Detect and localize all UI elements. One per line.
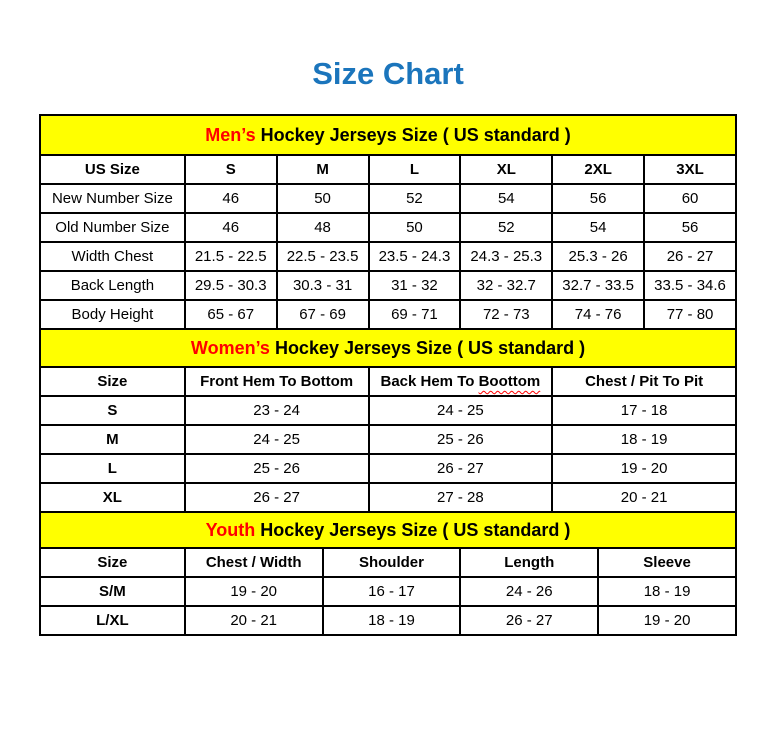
- mens-header-cell: US Size: [40, 155, 185, 184]
- mens-data-cell: 23.5 - 24.3: [369, 242, 461, 271]
- womens-data-cell: 17 - 18: [552, 396, 736, 425]
- mens-data-cell: 31 - 32: [369, 271, 461, 300]
- mens-data-cell: 32.7 - 33.5: [552, 271, 644, 300]
- mens-row-label: Back Length: [40, 271, 185, 300]
- womens-data-cell: 19 - 20: [552, 454, 736, 483]
- mens-header-cell: S: [185, 155, 277, 184]
- womens-data-cell: 20 - 21: [552, 483, 736, 512]
- mens-data-cell: 56: [552, 184, 644, 213]
- mens-section-title: [40, 115, 736, 155]
- youth-table-row: [40, 606, 736, 635]
- youth-row-label: L/XL: [40, 606, 185, 635]
- youth-data-cell: 24 - 26: [460, 577, 598, 606]
- womens-data-cell: 24 - 25: [185, 425, 369, 454]
- mens-data-cell: 48: [277, 213, 369, 242]
- youth-data-cell: 26 - 27: [460, 606, 598, 635]
- mens-section-highlight: Men’s: [205, 124, 256, 145]
- womens-data-cell: 26 - 27: [185, 483, 369, 512]
- youth-header-cell: Size: [40, 548, 185, 577]
- womens-row-label: L: [40, 454, 185, 483]
- mens-section-rest: Hockey Jerseys Size ( US standard ): [255, 124, 571, 145]
- womens-data-cell: 23 - 24: [185, 396, 369, 425]
- mens-data-cell: 26 - 27: [644, 242, 736, 271]
- mens-data-cell: 30.3 - 31: [277, 271, 369, 300]
- mens-band-row: [40, 115, 736, 155]
- size-chart-page: [0, 56, 776, 748]
- mens-data-cell: 33.5 - 34.6: [644, 271, 736, 300]
- womens-header-cell: Front Hem To Bottom: [185, 367, 369, 396]
- mens-data-cell: 56: [644, 213, 736, 242]
- womens-band-row: [40, 329, 736, 367]
- mens-data-cell: 21.5 - 22.5: [185, 242, 277, 271]
- mens-row-label: Body Height: [40, 300, 185, 329]
- mens-data-cell: 67 - 69: [277, 300, 369, 329]
- womens-header-cell: Chest / Pit To Pit: [552, 367, 736, 396]
- womens-table-row: [40, 483, 736, 512]
- mens-data-cell: 25.3 - 26: [552, 242, 644, 271]
- mens-data-cell: 46: [185, 184, 277, 213]
- mens-data-cell: 24.3 - 25.3: [460, 242, 552, 271]
- mens-data-cell: 22.5 - 23.5: [277, 242, 369, 271]
- youth-data-cell: 19 - 20: [598, 606, 736, 635]
- womens-header-row: [40, 367, 736, 396]
- page-title: Size Chart: [312, 56, 464, 91]
- youth-header-cell: Length: [460, 548, 598, 577]
- womens-row-label: M: [40, 425, 185, 454]
- mens-table-row: [40, 213, 736, 242]
- mens-header-cell: XL: [460, 155, 552, 184]
- youth-row-label: S/M: [40, 577, 185, 606]
- mens-data-cell: 52: [369, 184, 461, 213]
- youth-header-row: [40, 548, 736, 577]
- youth-band-row: [40, 512, 736, 548]
- mens-data-cell: 74 - 76: [552, 300, 644, 329]
- womens-table-row: [40, 425, 736, 454]
- mens-table-row: [40, 300, 736, 329]
- youth-table-row: [40, 577, 736, 606]
- womens-row-label: S: [40, 396, 185, 425]
- mens-data-cell: 60: [644, 184, 736, 213]
- womens-section-rest: Hockey Jerseys Size ( US standard ): [269, 337, 586, 358]
- mens-row-label: Old Number Size: [40, 213, 185, 242]
- mens-row-label: New Number Size: [40, 184, 185, 213]
- mens-header-row: [40, 155, 736, 184]
- womens-section-highlight: Women’s: [190, 337, 270, 358]
- mens-data-cell: 50: [277, 184, 369, 213]
- mens-table-row: [40, 271, 736, 300]
- youth-section-title: [40, 512, 736, 548]
- mens-header-cell: 3XL: [644, 155, 736, 184]
- womens-header-cell: Size: [40, 367, 185, 396]
- womens-header-cell: [369, 367, 553, 396]
- mens-table-row: [40, 184, 736, 213]
- womens-table-row: [40, 454, 736, 483]
- mens-data-cell: 72 - 73: [460, 300, 552, 329]
- mens-data-cell: 32 - 32.7: [460, 271, 552, 300]
- mens-data-cell: 46: [185, 213, 277, 242]
- mens-data-cell: 52: [460, 213, 552, 242]
- youth-data-cell: 20 - 21: [185, 606, 323, 635]
- womens-data-cell: 25 - 26: [185, 454, 369, 483]
- womens-table-row: [40, 396, 736, 425]
- womens-data-cell: 25 - 26: [369, 425, 553, 454]
- youth-size-table: [39, 511, 737, 636]
- mens-header-cell: L: [369, 155, 461, 184]
- womens-data-cell: 26 - 27: [369, 454, 553, 483]
- mens-size-table: [39, 114, 737, 330]
- size-chart-container: [39, 114, 737, 636]
- mens-table-row: [40, 242, 736, 271]
- mens-data-cell: 65 - 67: [185, 300, 277, 329]
- womens-header-text: Back Hem To: [380, 373, 479, 390]
- youth-header-cell: Chest / Width: [185, 548, 323, 577]
- youth-section-rest: Hockey Jerseys Size ( US standard ): [255, 519, 571, 540]
- womens-misspelled-word: Boottom: [478, 373, 541, 390]
- mens-data-cell: 29.5 - 30.3: [185, 271, 277, 300]
- mens-data-cell: 77 - 80: [644, 300, 736, 329]
- mens-header-cell: M: [277, 155, 369, 184]
- womens-data-cell: 24 - 25: [369, 396, 553, 425]
- youth-data-cell: 18 - 19: [323, 606, 461, 635]
- youth-data-cell: 18 - 19: [598, 577, 736, 606]
- womens-row-label: XL: [40, 483, 185, 512]
- womens-data-cell: 27 - 28: [369, 483, 553, 512]
- youth-section-highlight: Youth: [205, 519, 256, 540]
- youth-data-cell: 19 - 20: [185, 577, 323, 606]
- womens-data-cell: 18 - 19: [552, 425, 736, 454]
- mens-data-cell: 54: [460, 184, 552, 213]
- youth-data-cell: 16 - 17: [323, 577, 461, 606]
- mens-data-cell: 50: [369, 213, 461, 242]
- youth-header-cell: Sleeve: [598, 548, 736, 577]
- mens-data-cell: 69 - 71: [369, 300, 461, 329]
- youth-header-cell: Shoulder: [323, 548, 461, 577]
- womens-section-title: [40, 329, 736, 367]
- womens-size-table: [39, 328, 737, 513]
- mens-header-cell: 2XL: [552, 155, 644, 184]
- mens-data-cell: 54: [552, 213, 644, 242]
- mens-row-label: Width Chest: [40, 242, 185, 271]
